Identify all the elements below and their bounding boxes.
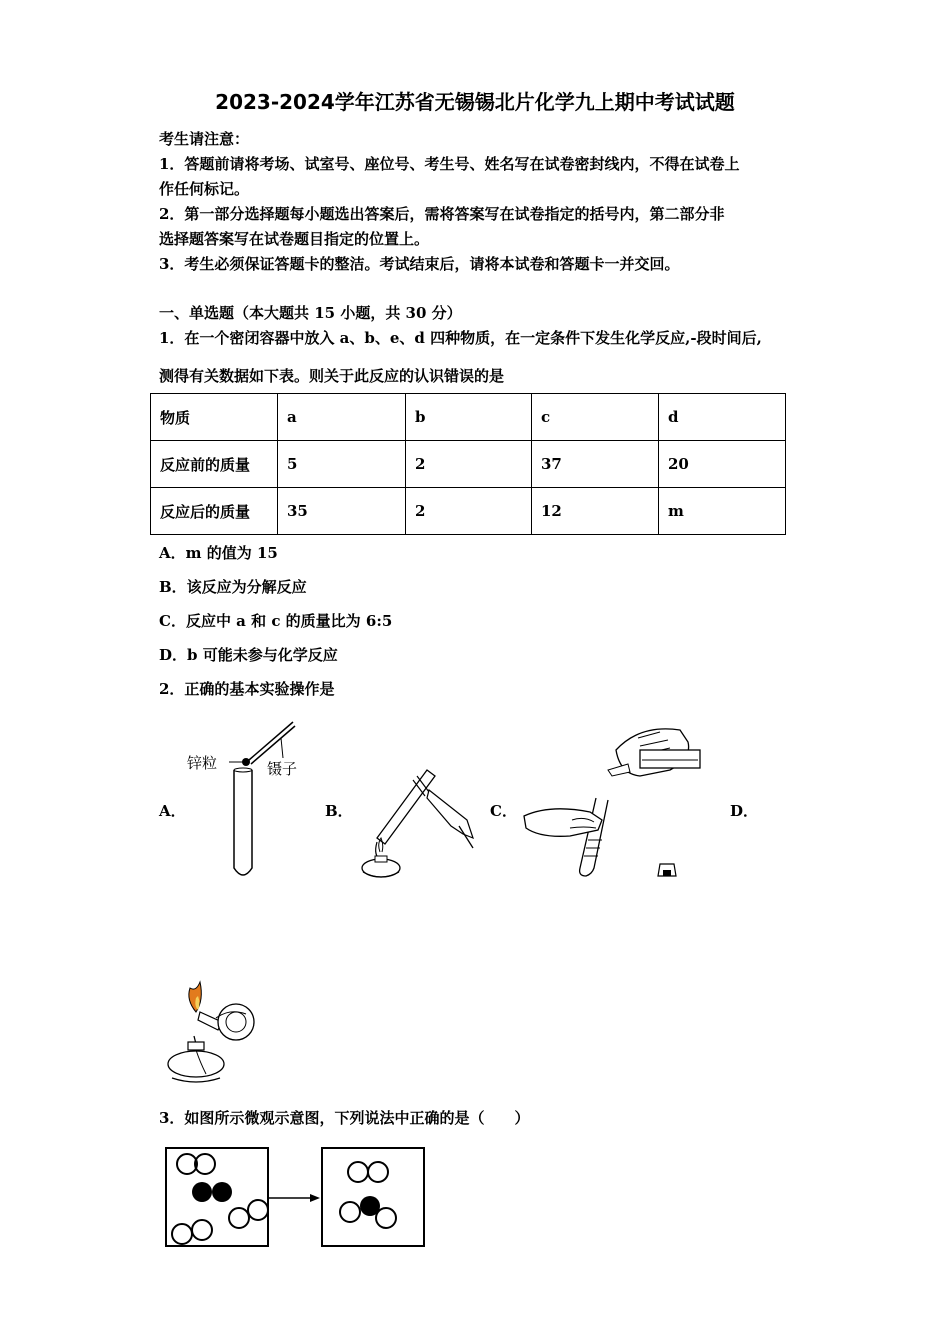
table-cell: 20 [659, 441, 786, 488]
figure-b-heating-tube [355, 760, 480, 882]
q1-option-b[interactable]: B．该反应为分解反应 [159, 578, 307, 596]
q1-option-c[interactable]: C．反应中 a 和 c 的质量比为 6:5 [159, 612, 393, 630]
table-cell: 2 [406, 441, 532, 488]
figure-q3-microscopic-diagram [160, 1142, 430, 1250]
table-cell: b [406, 394, 532, 441]
table-row [151, 441, 786, 488]
table-cell: d [659, 394, 786, 441]
section-heading: 一、单选题（本大题共 15 小题，共 30 分） [159, 304, 462, 322]
table-row [151, 488, 786, 535]
q2-option-d-label[interactable]: D． [730, 802, 759, 820]
q2-option-c-label[interactable]: C． [490, 802, 517, 820]
figure-a-zinc-tube [185, 718, 315, 883]
q1-stem: 测得有关数据如下表。则关于此反应的认识错误的是 [159, 367, 505, 385]
label-zinc: 锌粒 [187, 754, 218, 772]
table-cell: 12 [532, 488, 659, 535]
table-cell: 37 [532, 441, 659, 488]
figure-d-lighting-lamp [160, 978, 260, 1086]
notice-heading: 考生请注意： [159, 130, 250, 148]
table-cell: c [532, 394, 659, 441]
label-tweezers: 镊子 [267, 760, 298, 778]
table-cell: 物质 [151, 394, 278, 441]
q1-option-d[interactable]: D．b 可能未参与化学反应 [159, 646, 338, 664]
table-cell: 反应前的质量 [151, 441, 278, 488]
table-cell: 反应后的质量 [151, 488, 278, 535]
notice-item: 2．第一部分选择题每小题选出答案后，需将答案写在试卷指定的括号内，第二部分非 [159, 205, 725, 223]
page-title: 2023-2024学年江苏省无锡锡北片化学九上期中考试试题 [215, 90, 735, 114]
notice-item: 选择题答案写在试卷题目指定的位置上。 [159, 230, 430, 248]
figure-c-pouring-liquid [520, 720, 725, 885]
q2-option-b-label[interactable]: B． [325, 802, 353, 820]
table-cell: 5 [278, 441, 406, 488]
table-cell: 2 [406, 488, 532, 535]
q2-option-a-label[interactable]: A． [159, 802, 186, 820]
table-cell: 35 [278, 488, 406, 535]
notice-item: 3．考生必须保证答题卡的整洁。考试结束后，请将本试卷和答题卡一并交回。 [159, 255, 680, 273]
q1-stem: 1．在一个密闭容器中放入 a、b、e、d 四种物质，在一定条件下发生化学反应,-段时间后, [159, 329, 762, 347]
table-row [151, 394, 786, 441]
notice-item: 作任何标记。 [159, 180, 250, 198]
q3-stem: 3．如图所示微观示意图，下列说法中正确的是（ ） [159, 1109, 530, 1127]
q1-option-a[interactable]: A．m 的值为 15 [159, 544, 278, 562]
notice-item: 1．答题前请将考场、试室号、座位号、考生号、姓名写在试卷密封线内，不得在试卷上 [159, 155, 740, 173]
q1-data-table [150, 393, 786, 535]
table-cell: a [278, 394, 406, 441]
q2-stem: 2．正确的基本实验操作是 [159, 680, 335, 698]
table-cell: m [659, 488, 786, 535]
